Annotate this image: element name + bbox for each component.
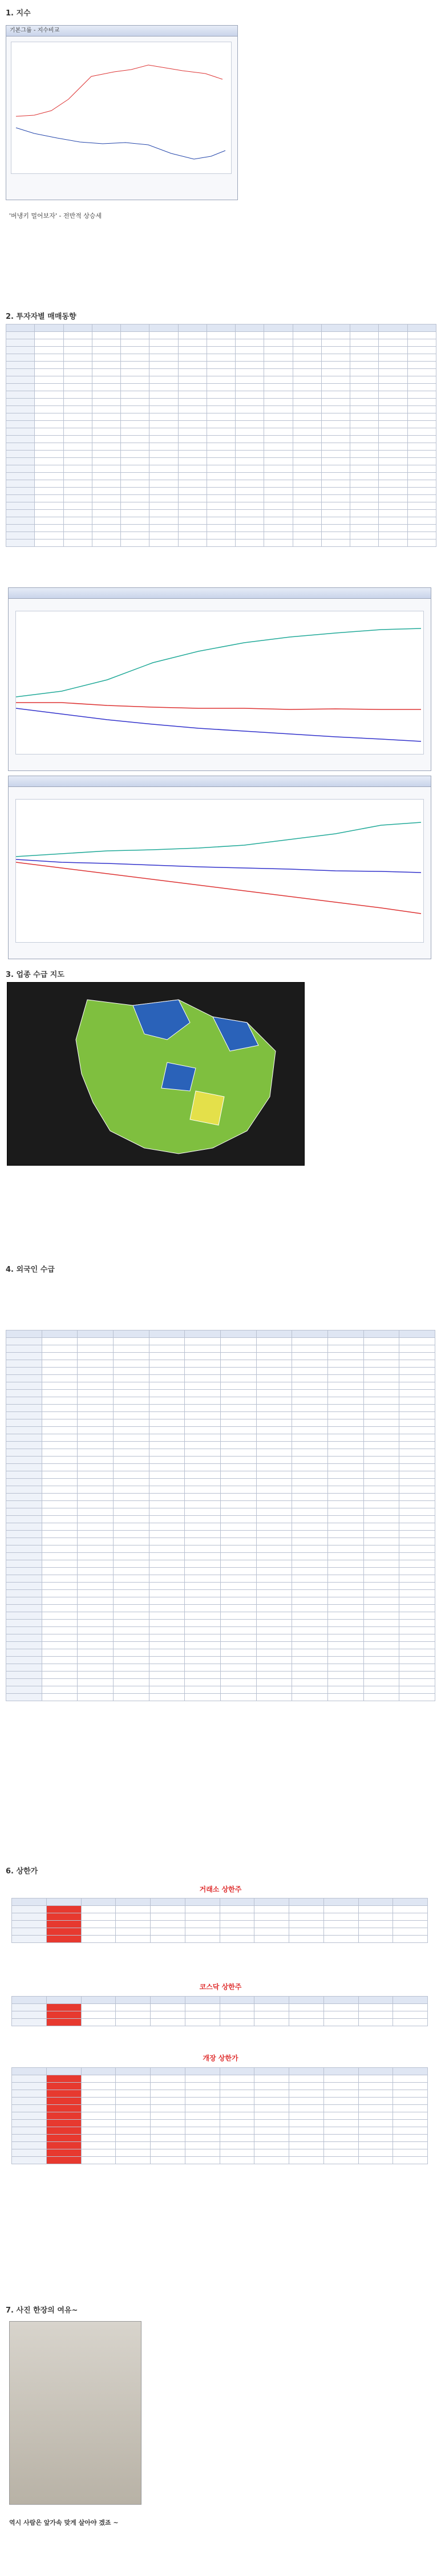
index-compare-window[interactable] <box>6 25 238 200</box>
kospi-upper-table <box>11 1898 428 1943</box>
section-title: 4. 외국인 수급 <box>6 1265 55 1274</box>
inst-net-buy-table <box>6 1330 435 1701</box>
photo-notes <box>8 2532 433 2566</box>
section-title: 3. 업종 수급 지도 <box>6 971 64 979</box>
notes-paragraph <box>8 1280 433 1329</box>
kosdaq-upper-title: 코스닥 상한주 <box>199 1983 242 1991</box>
photo-image <box>9 2321 141 2505</box>
kospi-investor-line-chart <box>15 611 424 754</box>
quote-text: '버냉키 멀어보자' - 전반적 상승세 <box>9 212 102 220</box>
window-title: 기본그룹 - 지수비교 <box>6 26 237 36</box>
section-title: 6. 상한가 <box>6 1867 38 1876</box>
opening-upper-title: 개장 상한가 <box>203 2054 238 2062</box>
section-title: 7. 사진 한장의 여유~ <box>6 2306 78 2315</box>
sector-map-svg <box>7 983 304 1165</box>
section-inst-foreign-tables <box>0 1330 441 1860</box>
section-sector-map <box>0 964 441 1260</box>
intro-paragraph <box>8 245 433 295</box>
window-title <box>9 776 431 787</box>
kosdaq-upper-table <box>11 1996 428 2026</box>
window-title <box>9 588 431 599</box>
sector-paragraph <box>8 1179 433 1230</box>
kospi-investor-svg <box>16 611 423 754</box>
section-title: 1. 지수 <box>6 9 31 18</box>
opening-upper-table <box>11 2067 428 2164</box>
section-investor-flow <box>0 245 441 587</box>
section-upper-limit <box>0 1865 441 2304</box>
kospi-upper-title: 거래소 상한주 <box>199 1885 242 1893</box>
kospi-investor-chart-window[interactable] <box>8 587 431 771</box>
kosdaq-investor-svg <box>16 800 423 942</box>
sector-map-panel[interactable] <box>7 982 305 1166</box>
section-foreign-flow <box>0 1263 441 1332</box>
investor-table <box>6 324 436 547</box>
index-line-chart <box>11 42 232 174</box>
section-photo <box>0 2304 441 2576</box>
kosdaq-investor-chart-window[interactable] <box>8 776 431 959</box>
kosdaq-investor-line-chart <box>15 799 424 943</box>
index-chart-svg <box>11 42 231 173</box>
section-index <box>0 0 441 245</box>
photo-caption: 역시 사람은 앞가속 맞게 살아야 겠죠 ~ <box>9 2519 119 2526</box>
section-title: 2. 투자자별 매매동향 <box>6 313 76 321</box>
